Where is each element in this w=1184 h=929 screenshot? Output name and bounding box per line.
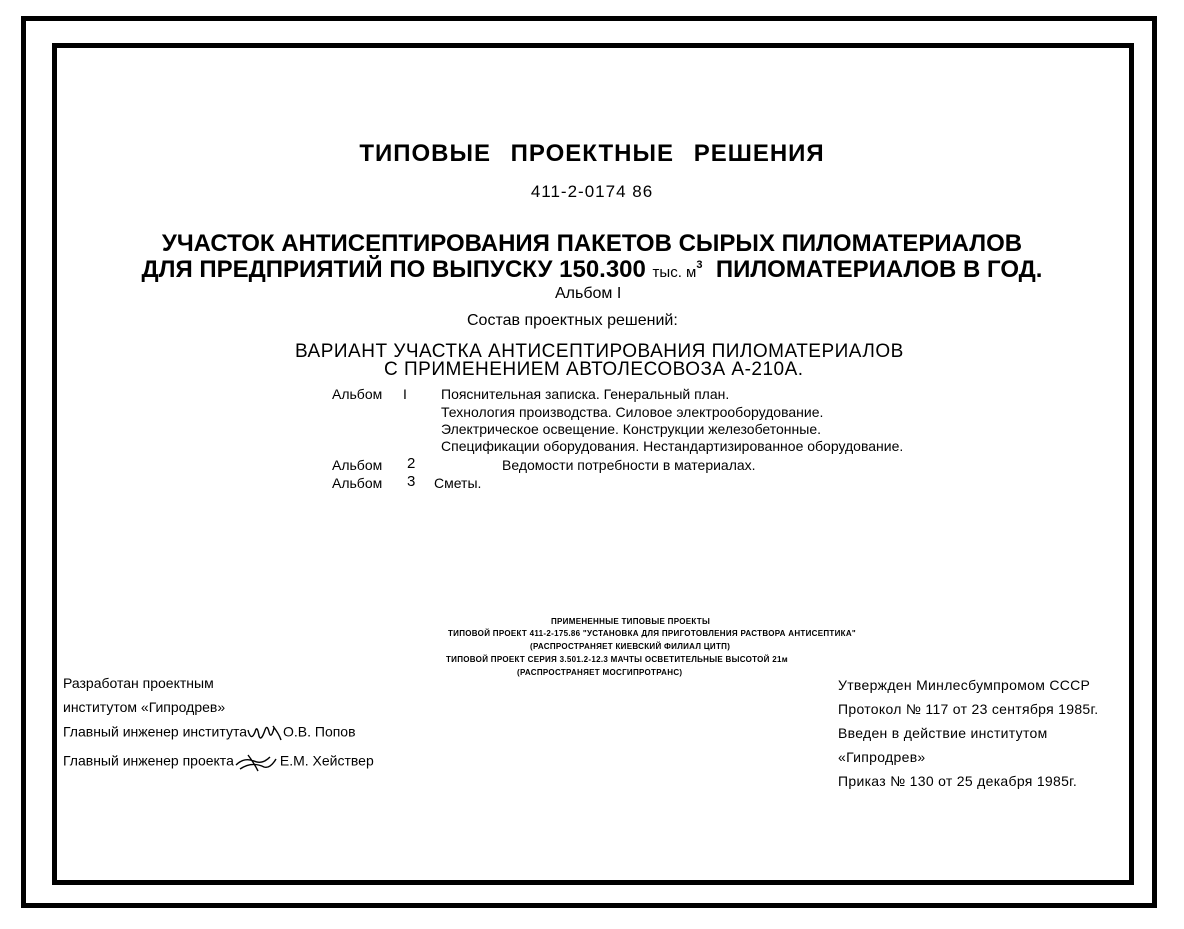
album-3-label: Альбом: [332, 475, 383, 491]
applied-projects-line2: (РАСПРОСТРАНЯЕТ КИЕВСКИЙ ФИЛИАЛ ЦИТП): [530, 642, 731, 651]
document-type-title: ТИПОВЫЕ ПРОЕКТНЫЕ РЕШЕНИЯ: [359, 140, 825, 167]
album-subtitle: Альбом I: [555, 285, 622, 302]
project-title-unit: тыс. м: [652, 264, 697, 281]
developer-line1: Разработан проектным: [63, 675, 214, 691]
approval-line3: Введен в действие институтом: [838, 725, 1048, 741]
album-1-line1: Пояснительная записка. Генеральный план.: [441, 386, 730, 402]
approval-line1: Утвержден Минлесбумпромом СССР: [838, 677, 1091, 693]
approval-line2: Протокол № 117 от 23 сентября 1985г.: [838, 701, 1099, 717]
chief-engineer-project-label: Главный инженер проекта: [63, 752, 234, 769]
variant-line1: ВАРИАНТ УЧАСТКА АНТИСЕПТИРОВАНИЯ ПИЛОМАТЕРИАЛОВ: [295, 341, 904, 362]
album-1-label: Альбом: [332, 386, 383, 402]
chief-engineer-institute-label: Главный инженер института: [63, 723, 247, 740]
signature-kheystver-icon: [234, 751, 280, 773]
signature-popov-icon: [247, 722, 283, 744]
album-1-line3: Электрическое освещение. Конструкции железобетонные.: [441, 421, 821, 437]
album-1-num: I: [403, 386, 407, 402]
project-code: 411-2-0174 86: [530, 182, 654, 201]
composition-title: Состав проектных решений:: [467, 312, 678, 329]
album-1-line4: Спецификации оборудования. Нестандартизированное оборудование.: [441, 438, 904, 454]
project-title-line2-part1: ДЛЯ ПРЕДПРИЯТИЙ ПО ВЫПУСКУ 150.300: [141, 256, 646, 283]
project-title-unit-sup: 3: [696, 259, 703, 271]
album-2-num: 2: [407, 455, 416, 472]
chief-engineer-institute-name: О.В. Попов: [282, 723, 356, 740]
project-title-line2: [0, 256, 1184, 284]
developer-line2: институтом «Гипродрев»: [63, 699, 226, 715]
applied-projects-line1: ТИПОВОЙ ПРОЕКТ 411-2-175.86 "УСТАНОВКА ДЛЯ ПРИГОТОВЛЕНИЯ РАСТВОРА АНТИСЕПТИКА": [448, 629, 857, 638]
approval-line5: Приказ № 130 от 25 декабря 1985г.: [838, 773, 1078, 789]
variant-line2: С ПРИМЕНЕНИЕМ АВТОЛЕСОВОЗА А-210А.: [384, 359, 804, 380]
project-title-line1: УЧАСТОК АНТИСЕПТИРОВАНИЯ ПАКЕТОВ СЫРЫХ ПИЛОМАТЕРИАЛОВ: [161, 230, 1023, 257]
album-2-label: Альбом: [332, 457, 383, 473]
chief-engineer-project-name: Е.М. Хействер: [279, 752, 374, 769]
album-2-line1: Ведомости потребности в материалах.: [502, 457, 756, 473]
album-1-line2: Технология производства. Силовое электрооборудование.: [441, 404, 824, 420]
applied-projects-line4: (РАСПРОСТРАНЯЕТ МОСГИПРОТРАНС): [517, 668, 683, 677]
chief-engineer-institute: [63, 722, 356, 744]
approval-line4: «Гипродрев»: [838, 749, 926, 765]
chief-engineer-project: [63, 751, 374, 773]
applied-projects-line3: ТИПОВОЙ ПРОЕКТ СЕРИЯ 3.501.2-12.3 МАЧТЫ ОСВЕТИТЕЛЬНЫЕ ВЫСОТОЙ 21м: [446, 655, 788, 664]
applied-projects-title: ПРИМЕНЕННЫЕ ТИПОВЫЕ ПРОЕКТЫ: [551, 617, 711, 626]
project-title-line2-part2: ПИЛОМАТЕРИАЛОВ В ГОД.: [715, 256, 1043, 283]
album-3-num: 3: [407, 473, 416, 490]
album-3-line1: Сметы.: [434, 475, 482, 491]
